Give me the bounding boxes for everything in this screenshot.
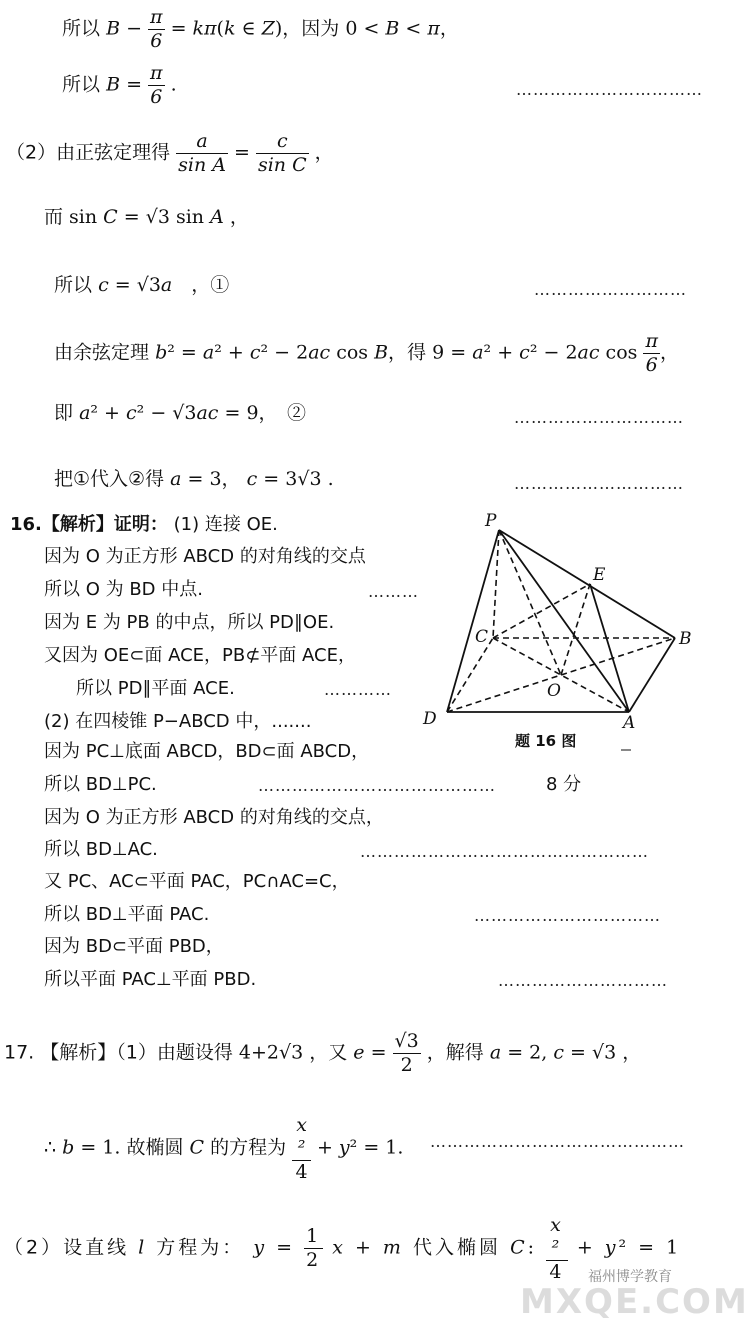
line-25: ∴ b = 1. 故椭圆 C 的方程为 x ² 4 + y² = 1. bbox=[44, 1114, 404, 1183]
line-19: 所以 BD⊥AC. bbox=[44, 839, 158, 860]
line-6: 由余弦定理 b² = a² + c² − 2ac cos B，得 9 = a² + c² − 2ac cos $\frac{\pi}{6}$ ， bbox=[54, 330, 679, 376]
line-11: 所以 O 为 BD 中点. bbox=[44, 579, 203, 600]
line-4: 而 sin C = √3 sin A ， bbox=[44, 206, 249, 228]
watermark-text: 福州博学教育 bbox=[588, 1269, 672, 1285]
line-17: 所以 BD⊥PC. bbox=[44, 774, 157, 795]
line-12: 因为 E 为 PB 的中点，所以 PD∥OE. bbox=[44, 612, 335, 633]
dot-leader: …………………………… bbox=[474, 906, 661, 925]
line-9: 16.【解析】证明： (1) 连接 OE. bbox=[10, 514, 278, 535]
line-10: 因为 O 为正方形 ABCD 的对角线的交点 bbox=[44, 546, 366, 567]
line-13: 又因为 OE⊂面 ACE，PB⊄平面 ACE， bbox=[44, 645, 356, 666]
label-e: E bbox=[593, 565, 606, 585]
line-18: 因为 O 为正方形 ABCD 的对角线的交点， bbox=[44, 807, 384, 828]
dot-leader: ………… bbox=[324, 680, 392, 699]
dot-leader: ……… bbox=[368, 582, 419, 601]
dot-leader: ………………………… bbox=[514, 474, 684, 493]
dot-leader: ………………………… bbox=[514, 408, 684, 427]
dot-leader: …………………………… bbox=[516, 80, 703, 99]
line-22: 因为 BD⊂平面 PBD， bbox=[44, 936, 224, 957]
label-b: B bbox=[679, 629, 692, 649]
line-2: 所以 B = $\frac{\pi}{6}$ . bbox=[62, 62, 177, 108]
watermark-logo: MXQE.COM bbox=[520, 1282, 749, 1322]
score-label: 8 分 bbox=[546, 774, 582, 795]
dot-leader: ……………………………………… bbox=[430, 1132, 685, 1151]
dot-leader: …………………………………… bbox=[258, 776, 496, 795]
figure-caption: 题 16 图 bbox=[515, 732, 577, 750]
label-c: C bbox=[475, 627, 489, 647]
label-o: O bbox=[547, 681, 561, 701]
line-20: 又 PC、AC⊂平面 PAC，PC∩AC=C， bbox=[44, 871, 350, 892]
pyramid-figure bbox=[415, 512, 700, 757]
dot-leader: …………………………………………… bbox=[360, 842, 649, 861]
line-3: （2）由正弦定理得 $\frac{a}{\text{sin A}}$ = $\frac{c}{\text{sin C}}$ ， bbox=[6, 130, 334, 176]
line-23: 所以平面 PAC⊥平面 PBD. bbox=[44, 969, 257, 990]
dot-leader: ………………………… bbox=[498, 971, 668, 990]
line-1: 所以 B − $\frac{\pi}{6}$ = kπ(k ∈ Z)，因为 0 < B < π， bbox=[62, 6, 459, 52]
label-p: P bbox=[485, 511, 497, 531]
line-7: 即 a² + c² − √3ac = 9， ② bbox=[54, 402, 307, 424]
line-21: 所以 BD⊥平面 PAC. bbox=[44, 904, 210, 925]
dot-leader: ……………………… bbox=[534, 280, 687, 299]
line-14: 所以 PD∥平面 ACE. bbox=[76, 678, 235, 699]
label-d: D bbox=[423, 709, 437, 729]
line-26: （2）设直线 l 方程为： y = $\frac{1}{2}$ x + m 代入椭圆 C: x ² 4 + y² = 1 bbox=[4, 1214, 682, 1283]
label-a: A bbox=[623, 713, 636, 733]
line-15: (2) 在四棱锥 P−ABCD 中，....... bbox=[44, 711, 312, 732]
line-16: 因为 PC⊥底面 ABCD，BD⊂面 ABCD， bbox=[44, 741, 370, 762]
line-5: 所以 c = √3a ，① bbox=[54, 274, 230, 296]
line-8: 把①代入②得 a = 3， c = 3√3 . bbox=[54, 468, 334, 490]
line-24: 17. 【解析】（1）由题设得 4+2√3 ，又 e = $\frac{√3}{2}$ ，解得 a = 2, c = √3 ， bbox=[4, 1030, 642, 1076]
